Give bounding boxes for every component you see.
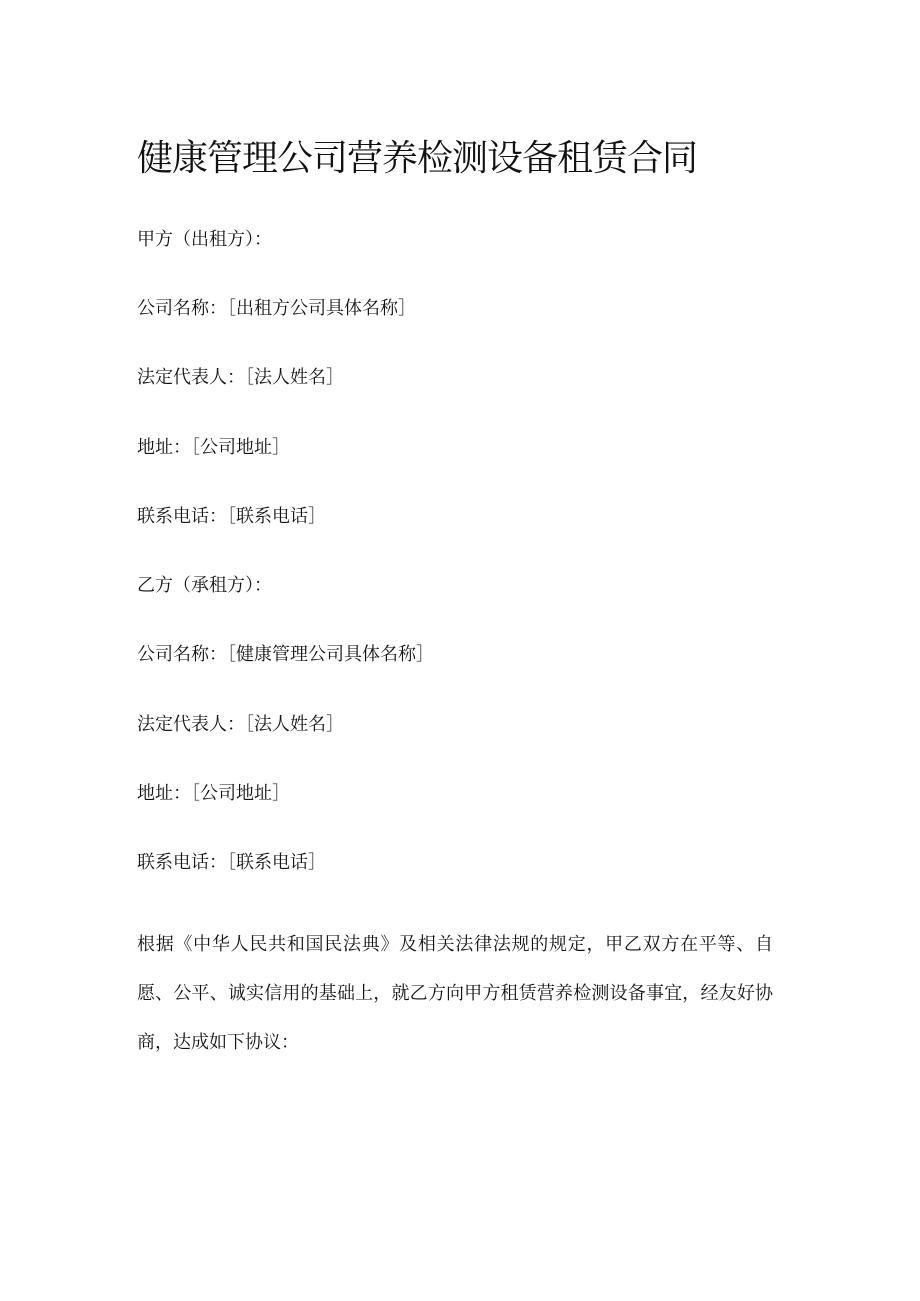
preamble-paragraph: 根据《中华人民共和国民法典》及相关法律法规的规定，甲乙双方在平等、自愿、公平、诚实信用的基础上，就乙方向甲方租赁营养检测设备事宜，经友好协商，达成如下协议： (137, 934, 773, 1053)
party-b-representative: 法定代表人：［法人姓名］ (137, 714, 344, 735)
party-b-heading: 乙方（承租方）： (137, 575, 272, 596)
party-b-phone: 联系电话：［联系电话］ (137, 852, 326, 873)
party-a-company: 公司名称：［出租方公司具体名称］ (137, 298, 416, 319)
party-b-address: 地址：［公司地址］ (137, 783, 290, 804)
party-a-phone: 联系电话：［联系电话］ (137, 506, 326, 527)
party-a-address: 地址：［公司地址］ (137, 437, 290, 458)
party-a-heading: 甲方（出租方）： (137, 229, 272, 250)
party-a-representative: 法定代表人：［法人姓名］ (137, 367, 344, 388)
party-b-company: 公司名称：［健康管理公司具体名称］ (137, 644, 434, 665)
document-title: 健康管理公司营养检测设备租赁合同 (137, 138, 698, 179)
